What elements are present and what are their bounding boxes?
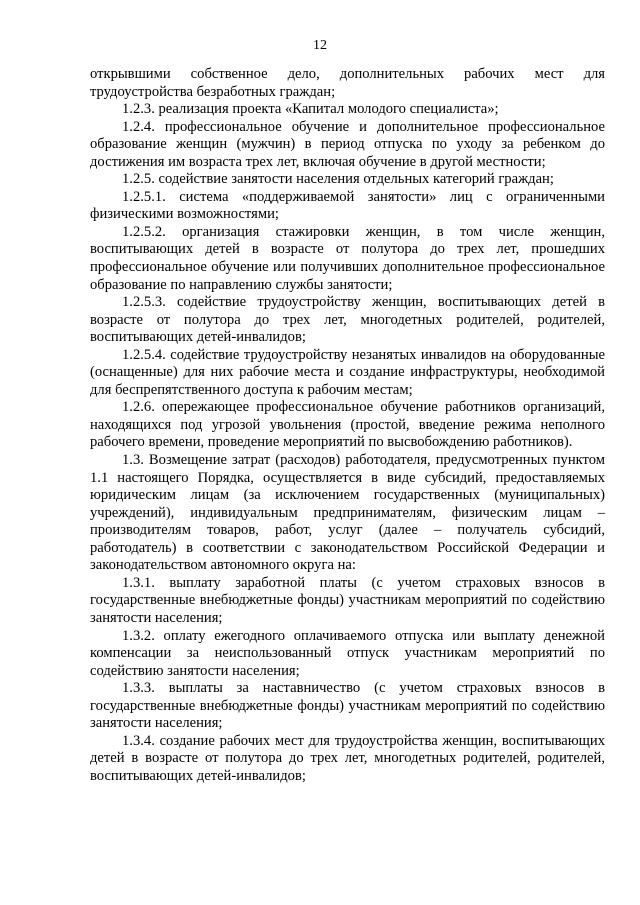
- paragraph-1-3-4: 1.3.4. создание рабочих мест для трудоустройства женщин, воспитывающих детей в возрасте от полутора до трех лет, многодетных родителей, родителей, воспитывающих детей-инвалидов;: [90, 732, 605, 784]
- paragraph-1-3-2: 1.3.2. оплату ежегодного оплачиваемого отпуска или выплату денежной компенсации за неиспользованный отпуск участникам мероприятий по содействию занятости населения;: [90, 627, 605, 679]
- paragraph-1-2-6: 1.2.6. опережающее профессиональное обучение работников организаций, находящихся под угрозой увольнения (простой, введение режима неполного рабочего времени, проведение мероприятий по высвобождению работников).: [90, 399, 605, 451]
- paragraph-1-2-5-2: 1.2.5.2. организация стажировки женщин, в том числе женщин, воспитывающих детей в возрасте от полутора до трех лет, прошедших профессиональное обучение или получивших дополнительное профессиональное образование по направлению службы занятости;: [90, 223, 605, 293]
- paragraph-1-3-3: 1.3.3. выплаты за наставничество (с учетом страховых взносов в государственные внебюджетные фонды) участникам мероприятий по содействию занятости населения;: [90, 680, 605, 732]
- paragraph-1-3-1: 1.3.1. выплату заработной платы (с учетом страховых взносов в государственные внебюджетные фонды) участникам мероприятий по содействию занятости населения;: [90, 574, 605, 626]
- paragraph-1-3: 1.3. Возмещение затрат (расходов) работодателя, предусмотренных пунктом 1.1 настоящего Порядка, осуществляется в виде субсидий, предоставляемых юридическим лицам (за исключением государственных (муниципальных) учреждений), индивидуальным предпринимателям, физическим лицам – производителям товаров, работ, услуг (далее – получатель субсидий, работодатель) в соответствии с законодательством Российской Федерации и законодательством автономного округа на:: [90, 452, 605, 574]
- paragraph-1-2-5: 1.2.5. содействие занятости населения отдельных категорий граждан;: [122, 171, 554, 188]
- document-body: [90, 66, 605, 785]
- paragraph-1-2-4: 1.2.4. профессиональное обучение и дополнительное профессиональное образование женщин (мужчин) в период отпуска по уходу за ребенком до достижения им возраста трех лет, включая обучение в другой местности;: [90, 118, 605, 170]
- page-number: 12: [313, 38, 327, 53]
- paragraph-1-2-3: 1.2.3. реализация проекта «Капитал молодого специалиста»;: [122, 101, 499, 118]
- paragraph-1-2-5-3: 1.2.5.3. содействие трудоустройству женщин, воспитывающих детей в возрасте от полутора до трех лет, многодетных родителей, родителей, воспитывающих детей-инвалидов;: [90, 294, 605, 346]
- paragraph-continuation: открывшими собственное дело, дополнительных рабочих мест для трудоустройства безработных граждан;: [90, 66, 605, 100]
- paragraph-1-2-5-4: 1.2.5.4. содействие трудоустройству незанятых инвалидов на оборудованные (оснащенные) для них рабочие места и создание инфраструктуры, необходимой для беспрепятственного доступа к рабочим местам;: [90, 346, 605, 398]
- paragraph-1-2-5-1: 1.2.5.1. система «поддерживаемой занятости» лиц с ограниченными физическими возможностями;: [90, 188, 605, 223]
